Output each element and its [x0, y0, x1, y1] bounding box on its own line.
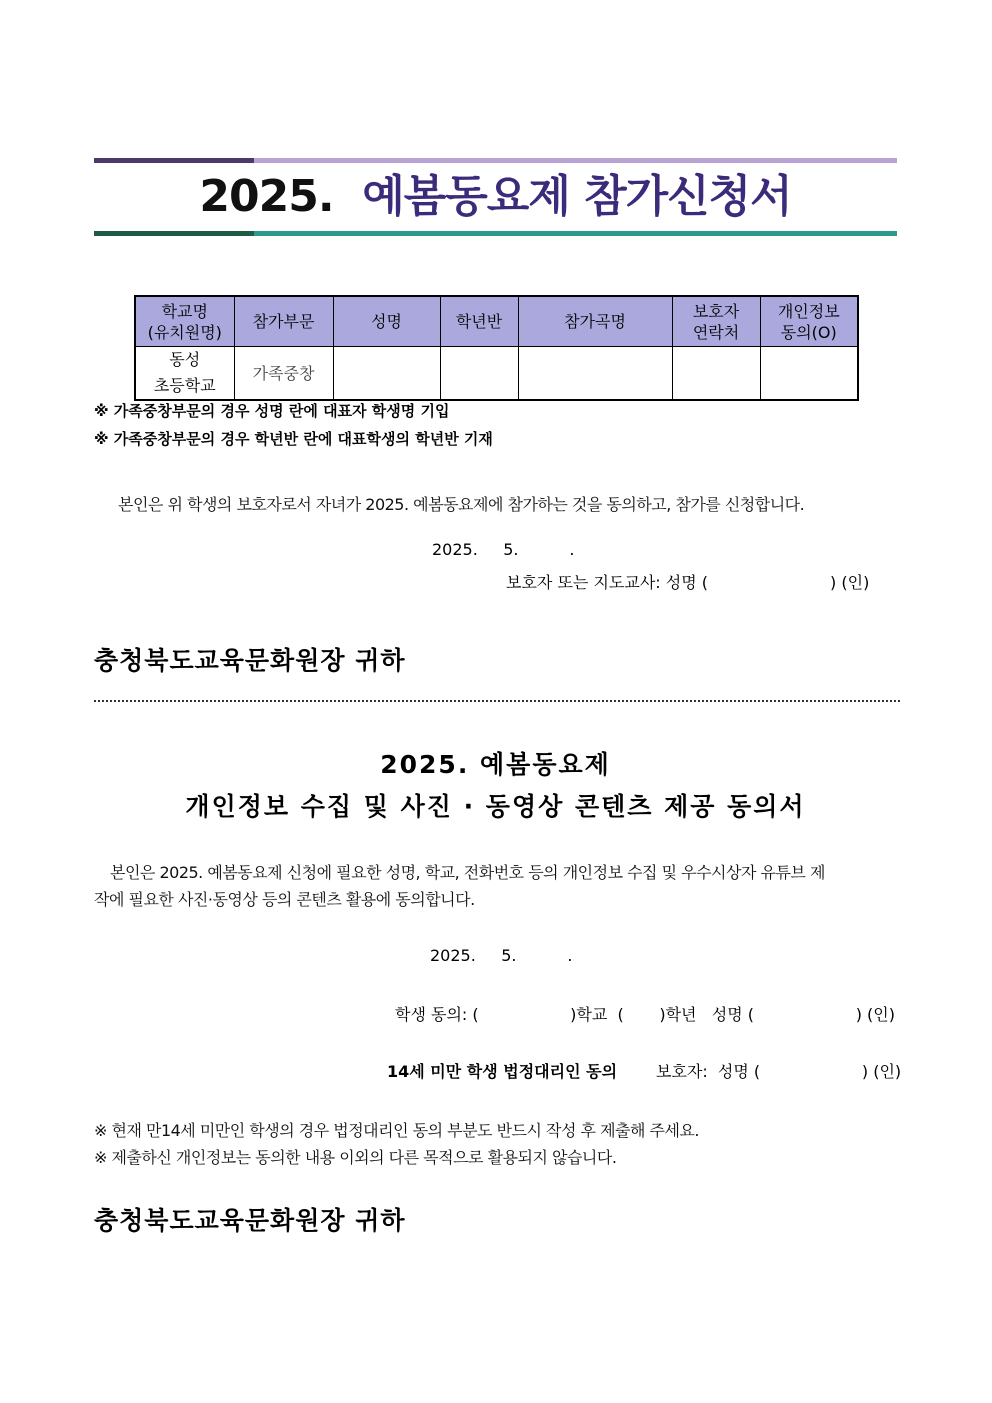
table-note-2: ※ 가족중창부문의 경우 학년반 란에 대표학생의 학년반 기재: [94, 430, 493, 448]
header-category: [234, 296, 333, 347]
cell-school-value: 동성 초등학교: [153, 350, 216, 395]
participation-signature: 보호자 또는 지도교사: 성명 ( ) (인): [506, 573, 870, 592]
cell-song[interactable]: [518, 347, 672, 401]
header-grade: [440, 296, 518, 347]
privacy-note-2: ※ 제출하신 개인정보는 동의한 내용 이외의 다른 목적으로 활용되지 않습니다.: [94, 1148, 617, 1167]
privacy-title-line1: 2025. 예봄동요제: [380, 750, 611, 779]
student-consent-line: 학생 동의: ( )학교 ( )학년 성명 ( ) (인): [395, 1005, 895, 1024]
page-title: [94, 168, 897, 226]
recipient-2: 충청북도교육문화원장 귀하: [94, 1206, 406, 1235]
table-header-row: [135, 296, 858, 347]
table-note-1: ※ 가족중창부문의 경우 성명 란에 대표자 학생명 기입: [94, 402, 450, 420]
title-rule-bottom-light: [254, 231, 897, 236]
title-year: 2025.: [199, 171, 334, 222]
title-rule-top-dark: [94, 158, 254, 163]
application-table: [134, 295, 859, 401]
header-grade-label: 학년반: [455, 312, 503, 331]
header-school-label: 학교명 (유치원명): [147, 301, 222, 342]
title-name: 예봄동요제 참가신청서: [362, 171, 792, 222]
privacy-date: 2025. 5. .: [430, 946, 573, 965]
header-privacy-consent-label: 개인정보 동의(O): [777, 301, 840, 342]
header-song: [518, 296, 672, 347]
cut-line-divider: [94, 700, 900, 702]
header-privacy-consent: [760, 296, 858, 347]
header-song-label: 참가곡명: [564, 312, 626, 331]
cell-grade[interactable]: [440, 347, 518, 401]
privacy-paragraph-line1: 본인은 2025. 예봄동요제 신청에 필요한 성명, 학교, 전화번호 등의 개인정보 수집 및 우수시상자 유튜브 제: [110, 863, 825, 882]
participation-consent-text: 본인은 위 학생의 보호자로서 자녀가 2025. 예봄동요제에 참가하는 것을 동의하고, 참가를 신청합니다.: [118, 495, 805, 514]
privacy-title-line2: 개인정보 수집 및 사진 · 동영상 콘텐츠 제공 동의서: [185, 792, 806, 821]
cell-guardian-contact[interactable]: [672, 347, 760, 401]
privacy-note-1: ※ 현재 만14세 미만인 학생의 경우 법정대리인 동의 부분도 반드시 작성 후 제출해 주세요.: [94, 1121, 699, 1140]
recipient-1: 충청북도교육문화원장 귀하: [94, 646, 406, 675]
cell-category-value: 가족중창: [252, 363, 315, 383]
cell-privacy-consent[interactable]: [760, 347, 858, 401]
guardian-consent-label: 14세 미만 학생 법정대리인 동의: [387, 1062, 618, 1081]
cell-category[interactable]: [234, 347, 333, 401]
table-row: [135, 347, 858, 401]
header-name: [333, 296, 440, 347]
guardian-consent-line: 보호자: 성명 ( ) (인): [656, 1062, 902, 1081]
header-name-label: 성명: [371, 312, 402, 331]
title-rule-top-light: [254, 158, 897, 163]
header-guardian-contact: [672, 296, 760, 347]
cell-school[interactable]: [135, 347, 234, 401]
cell-name[interactable]: [333, 347, 440, 401]
header-guardian-contact-label: 보호자 연락처: [692, 301, 740, 342]
participation-date: 2025. 5. .: [432, 540, 575, 559]
header-category-label: 참가부문: [252, 312, 315, 331]
privacy-paragraph-line2: 작에 필요한 사진·동영상 등의 콘텐츠 활용에 동의합니다.: [94, 890, 475, 909]
header-school: [135, 296, 234, 347]
title-rule-bottom-dark: [94, 231, 254, 236]
